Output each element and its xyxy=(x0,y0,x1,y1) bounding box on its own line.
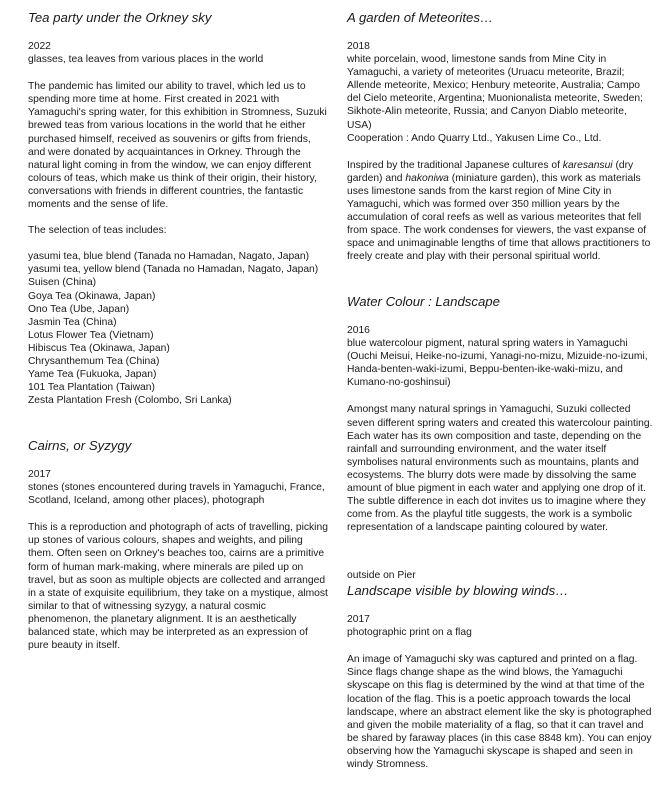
tea-list xyxy=(28,250,328,407)
water-colour-section xyxy=(347,294,653,534)
cairns-materials: stones (stones encountered during travels in Yamaguchi, France, Scotland, Iceland, among other places), photograph xyxy=(28,482,325,507)
tea-item: 101 Tea Plantation (Taiwan) xyxy=(28,382,155,394)
karesansui-term: karesansui xyxy=(562,159,613,171)
landscape-location: outside on Pier xyxy=(347,570,416,581)
meteorites-year: 2018 xyxy=(347,41,370,52)
cairns-section xyxy=(28,438,328,652)
cairns-description: This is a reproduction and photograph of acts of travelling, picking up stones of various colours, shapes and weights, and piling them. Often seen on Orkney's beaches too, cairns are a primitive form of human mark-making, where minerals are piled up on travel, but as soon as multiple objects are collected and arranged in a state of exquisite equilibrium, they take on a mystique, almost similar to that of witnessing syzygy, a natural cosmic phenomenon, the planetary alignment. It is an aesthetically balanced state, which may be interpreted as an expression of pure beauty in itself. xyxy=(28,522,328,652)
tea-item: yasumi tea, blue blend (Tanada no Hamadan, Nagato, Japan) xyxy=(28,251,310,263)
hakoniwa-term: hakoniwa xyxy=(405,172,449,184)
tea-party-year: 2022 xyxy=(28,41,51,52)
tea-item: yasumi tea, yellow blend (Tanada no Hamadan, Nagato, Japan) xyxy=(28,264,319,276)
water-colour-title: Water Colour : Landscape xyxy=(347,294,500,309)
tea-item: Suisen (China) xyxy=(28,277,97,289)
landscape-title: Landscape visible by blowing winds… xyxy=(347,583,569,599)
tea-item: Lotus Flower Tea (Vietnam) xyxy=(28,329,154,341)
tea-party-section xyxy=(28,10,328,407)
tea-item: Jasmin Tea (China) xyxy=(28,316,117,328)
water-colour-materials: blue watercolour pigment, natural spring waters in Yamaguchi (Ouchi Meisui, Heike-no-izumi, Yanagi-no-mizu, Mizuide-no-izumi, Handa-benten-waki-izumi, Beppu-benten-ike-waki-mizu, and Kumano-no-goshinsui) xyxy=(347,338,648,389)
tea-selection-intro: The selection of teas includes: xyxy=(28,225,167,237)
meteorites-description xyxy=(347,159,653,264)
water-colour-year: 2016 xyxy=(347,325,370,336)
meteorites-desc-part: (dry garden) and xyxy=(347,159,634,184)
meteorites-section xyxy=(347,10,653,264)
landscape-section xyxy=(347,569,653,771)
tea-party-title: Tea party under the Orkney sky xyxy=(28,10,212,25)
tea-item: Ono Tea (Ube, Japan) xyxy=(28,303,130,315)
meteorites-title: A garden of Meteorites… xyxy=(347,10,494,25)
meteorites-desc-part: (miniature garden), this work as materials uses limestone sands from the karst region of Mine City in Yamaguchi, which was formed over 350 million years by the accumulation of coral reefs as well as various meteorites that fell from space. The work condenses for viewers, the vast expanse of space and unimaginable lengths of time that allows practitioners to freely create and play with their personal spiritual world. xyxy=(347,172,651,263)
tea-item: Goya Tea (Okinawa, Japan) xyxy=(28,290,156,302)
tea-party-description: The pandemic has limited our ability to travel, which led us to spending more time at home. First created in 2021 with Yamaguchi's spring water, for this exhibition in Stromness, Suzuki brewed teas from various locations in the world that he either purchased himself, received as souvenirs or gifts from friends, and were donated by acquaintances in Orkney. Through the natural light coming in from the window, we can enjoy different colours of teas, which make us think of their origin, their history, conversations with friends in different countries, the fantastic moments and the sense of life. xyxy=(28,81,327,211)
landscape-year: 2017 xyxy=(347,614,370,626)
tea-item: Zesta Plantation Fresh (Colombo, Sri Lanka) xyxy=(28,395,232,407)
meteorites-cooperation: Cooperation : Ando Quarry Ltd., Yakusen Lime Co., Ltd. xyxy=(347,132,602,144)
tea-item: Hibiscus Tea (Okinawa, Japan) xyxy=(28,342,170,354)
tea-item: Chrysanthemum Tea (China) xyxy=(28,355,160,367)
meteorites-materials: white porcelain, wood, limestone sands from Mine City in Yamaguchi, a variety of meteorites (Uruacu meteorite, Brazil; Allende meteorite, Mexico; Henbury meteorite, Australia; Campo del Cielo meteorite, Argentina; Muonionalista meteorite, Sweden; Sikhote-Alin meteorite, Russia; and Canyon Diablo meteorite, USA) xyxy=(347,54,643,131)
landscape-materials: photographic print on a flag xyxy=(347,627,472,639)
cairns-year: 2017 xyxy=(28,469,51,480)
tea-party-materials: glasses, tea leaves from various places in the world xyxy=(28,54,264,66)
landscape-description: An image of Yamaguchi sky was captured and printed on a flag. Since flags change shape as the wind blows, the Yamaguchi skyscape on this flag is determined by the wind at that time of the location of the flag. This is a poetic approach towards the local landscape, where an abstract element like the sky is photographed and given the mobile materiality of a flag, so that it can travel and be shared by faraway places (in this case 8848 km). You can enjoy observing how the Yamaguchi skyscape is shaped and seen in windy Stromness. xyxy=(347,654,652,771)
water-colour-description: Amongst many natural springs in Yamaguchi, Suzuki collected seven different spring waters and created this watercolour painting. Each water has its own composition and taste, depending on the rainfall and surrounding environment, and the water itself symbolises natural environments such as mountains, plants and ecosystems. The blurry dots were made by dissolving the same amount of blue pigment in each water and applying one drop of it. The subtle difference in each dot invites us to imagine where they come from. As the playful title suggests, the work is a symbolic representation of a landscape painting coloured by water. xyxy=(347,404,653,534)
tea-item: Yame Tea (Fukuoka, Japan) xyxy=(28,369,157,381)
cairns-title: Cairns, or Syzygy xyxy=(28,438,132,453)
meteorites-desc-part: Inspired by the traditional Japanese cultures of xyxy=(347,159,563,171)
